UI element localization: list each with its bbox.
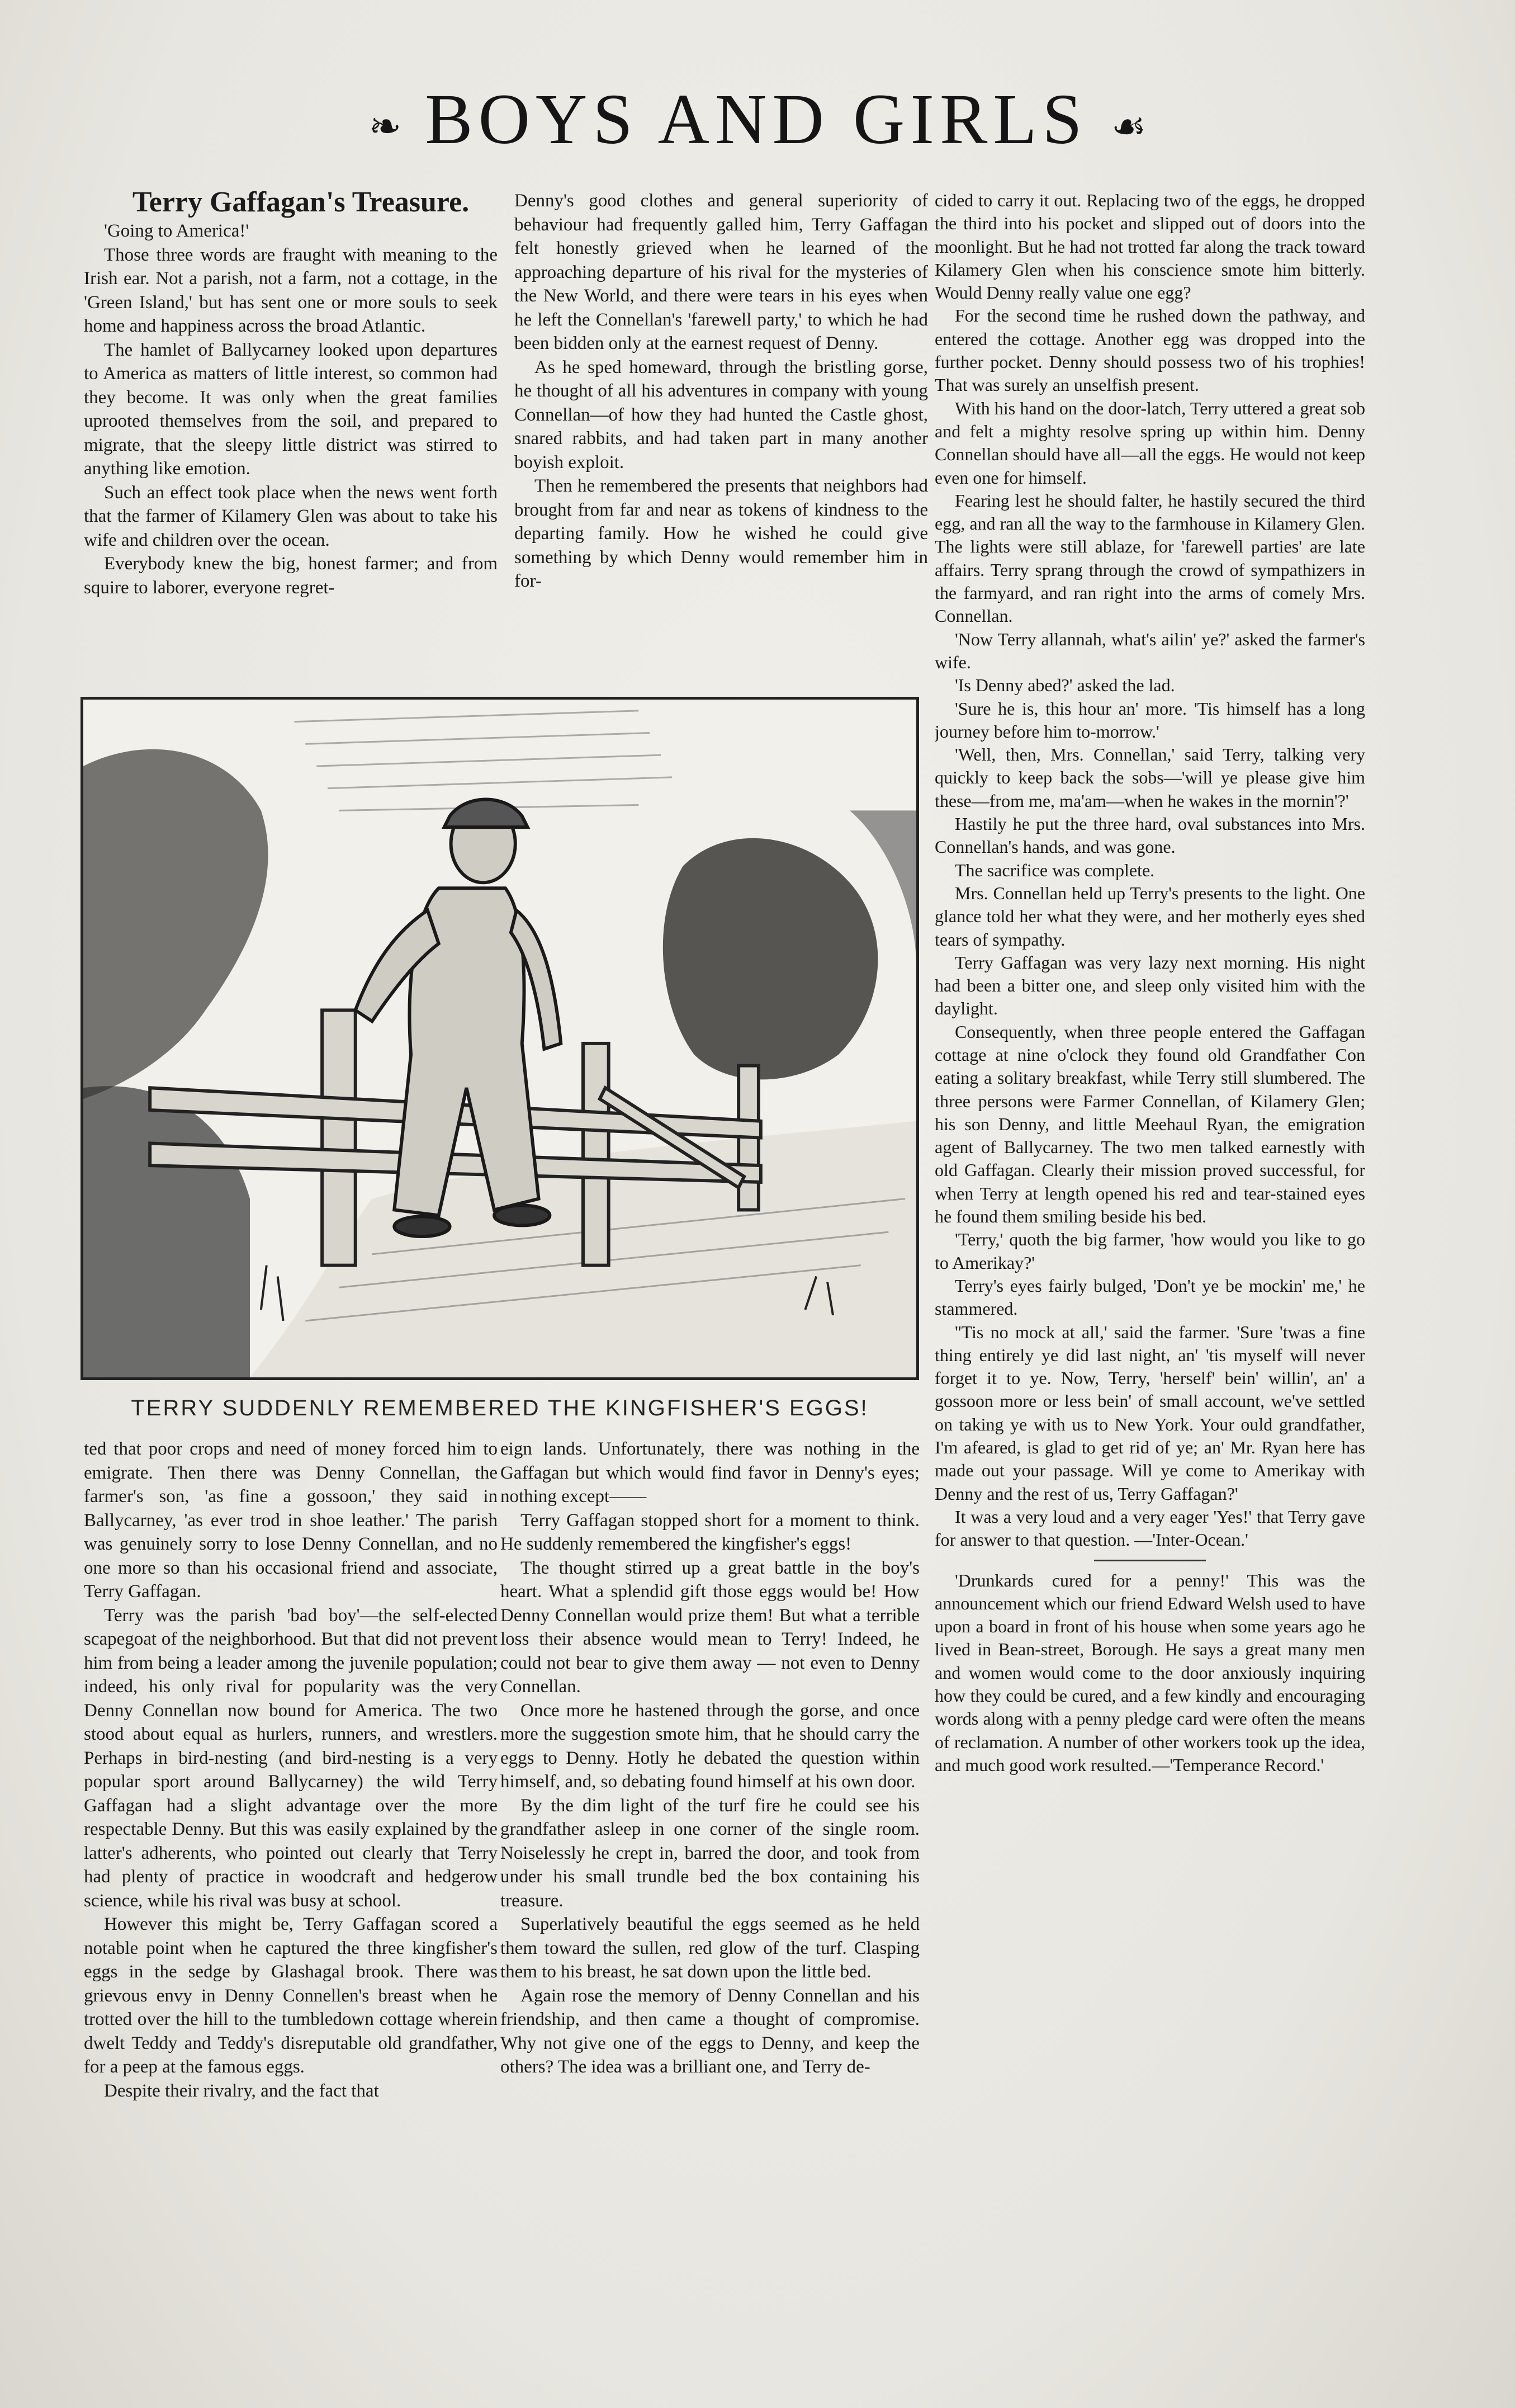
story-title: Terry Gaffagan's Treasure. (132, 186, 470, 218)
paragraph: cided to carry it out. Replacing two of the eggs, he dropped the third into his pocket and slipped out of doors into the moonlight. But he had not trotted far along the track toward Kilamery Glen when his conscience smote him bitterly. Would Denny really value one egg? (935, 190, 1365, 303)
paragraph: 'Terry,' quoth the big farmer, 'how would you like to go to Amerikay?' (935, 1229, 1365, 1273)
column-1-bottom (84, 1437, 498, 2231)
paragraph: Once more he hastened through the gorse, and once more the suggestion smote him, that he should carry the eggs to Denny. Hotly he debated the question within himself, and, so debating found himself at his own door. (500, 1700, 920, 1792)
paragraph: eign lands. Unfortunately, there was nothing in the Gaffagan but which would find favor in Denny's eyes; nothing except—— (500, 1439, 920, 1507)
boy-at-fence-illustration (83, 700, 916, 1377)
column-2-top (514, 189, 928, 683)
paragraph: 'Going to America!' (104, 221, 249, 241)
column-3 (935, 189, 1365, 2258)
paragraph: Terry Gaffagan was very lazy next morning. His night had been a bitter one, and sleep only visited him with the daylight. (935, 952, 1365, 1019)
section-title: BOYS AND GIRLS (425, 79, 1088, 159)
paragraph: Terry's eyes fairly bulged, 'Don't ye be mockin' me,' he stammered. (935, 1275, 1365, 1319)
paragraph: Fearing lest he should falter, he hastily secured the third egg, and ran all the way to the farmhouse in Kilamery Glen. The lights were still ablaze, for 'farewell parties' are late affairs. Terry sprang through the crowd of sympathizers in the farmyard, and ran right into the arms of comely Mrs. Connellan. (935, 490, 1365, 626)
paragraph: The hamlet of Ballycarney looked upon departures to America as matters of little interest, so common had they become. It was only when the great families uprooted themselves from the soil, and prepared to migrate, that the sleepy little district was stirred to anything like emotion. (84, 339, 498, 479)
column-1-top (84, 186, 498, 683)
paragraph: Consequently, when three people entered the Gaffagan cottage at nine o'clock they found old Grandfather Con eating a solitary breakfast, while Terry still slumbered. The three persons were Farmer Connellan, of Kilamery Glen; his son Denny, and little Meehaul Ryan, the emigration agent of Ballycarney. The two men talked earnestly with old Gaffagan. Clearly their mission proved successful, for when Terry at length opened his red and tear-stained eyes he found them smiling beside his bed. (935, 1021, 1365, 1227)
paragraph: Hastily he put the three hard, oval substances into Mrs. Connellan's hands, and was gone. (935, 814, 1365, 857)
paragraph: Such an effect took place when the news went forth that the farmer of Kilamery Glen was about to take his wife and children over the ocean. (84, 482, 498, 550)
paragraph: 'Now Terry allannah, what's ailin' ye?' asked the farmer's wife. (935, 629, 1365, 672)
paragraph: Then he remembered the presents that neighbors had brought from far and near as tokens of kindness to the departing family. How he wished he could give something by which Denny would remember him in for- (514, 476, 928, 591)
paragraph: The sacrifice was complete. (955, 860, 1155, 880)
paragraph: Again rose the memory of Denny Connellan and his friendship, and then came a thought of compromise. Why not give one of the eggs to Denny, and keep the others? The idea was a brilliant one, and Terry de- (500, 1985, 920, 2077)
paragraph: Those three words are fraught with meaning to the Irish ear. Not a parish, not a farm, not a cottage, in the 'Green Island,' but has sent one or more souls to seek home and happiness across the broad Atlantic. (84, 244, 498, 336)
illustration-caption: TERRY SUDDENLY REMEMBERED THE KINGFISHER'S EGGS! (131, 1396, 869, 1420)
paragraph: Terry was the parish 'bad boy'—the self-elected scapegoat of the neighborhood. But that did not prevent him from being a leader among the juvenile population; indeed, his only rival for popularity was the very Denny Connellan now bound for America. The two stood about equal as hurlers, runners, and wrestlers. Perhaps in bird-nesting (and bird-nesting is a very popular sport around Ballycarney) the wild Terry Gaffagan had a slight advantage over the more respectable Denny. But this was easily explained by the latter's adherents, who pointed out clearly that Terry had plenty of practice in woodcraft and hedgerow science, while his rival was busy at school. (84, 1605, 498, 1911)
paragraph: With his hand on the door-latch, Terry uttered a great sob and felt a mighty resolve spring up within him. Denny Connellan should have all—all the eggs. He would not keep even one for himself. (935, 398, 1365, 488)
right-ornament-icon: ☙ (1111, 106, 1147, 149)
paragraph: Everybody knew the big, honest farmer; and from squire to laborer, everyone regret- (84, 554, 498, 598)
left-ornament-icon: ❧ (368, 106, 402, 149)
section-header (0, 78, 1515, 160)
paragraph: By the dim light of the turf fire he could see his grandfather asleep in one corner of the single room. Noiselessly he crept in, barred the door, and took from under his small trundle bed the box containing his treasure. (500, 1795, 920, 1911)
paragraph: Mrs. Connellan held up Terry's presents to the light. One glance told her what they were, and her motherly eyes shed tears of sympathy. (935, 882, 1365, 950)
paragraph: Denny's good clothes and general superiority of behaviour had frequently galled him, Terry Gaffagan felt honestly grieved when he learned of the approaching departure of his rival for the mysteries of the New World, and there were tears in his eyes when he left the Connellan's 'farewell party,' to which he had been bidden only at the earnest request of Denny. (514, 191, 928, 353)
paragraph: 'Well, then, Mrs. Connellan,' said Terry, talking very quickly to keep back the sobs—'will ye please give him these—from me, ma'am—when he wakes in the mornin'?' (935, 744, 1365, 811)
temperance-paragraph: 'Drunkards cured for a penny!' This was the announcement which our friend Edward Welsh used to have upon a board in front of his house when some years ago he lived in Bean-street, Borough. He says a great many men and women would come to the door anxiously inquiring how they could be cured, and a few kindly and encouraging words along with a penny pledge card were often the means of reclamation. A number of other workers took up the idea, and much good work resulted.—'Temperance Record.' (935, 1570, 1365, 1775)
paragraph: Terry Gaffagan stopped short for a moment to think. He suddenly remembered the kingfisher's eggs! (500, 1510, 920, 1554)
paragraph: The thought stirred up a great battle in the boy's heart. What a splendid gift those eggs would be! How Denny Connellan would prize them! But what a terrible loss their absence would mean to Terry! Indeed, he could not bear to give them away — not even to Denny Connellan. (500, 1557, 920, 1697)
paragraph: ted that poor crops and need of money forced him to emigrate. Then there was Denny Connellan, the farmer's son, 'as fine a gossoon,' they said in Ballycarney, 'as ever trod in shoe leather.' The parish was genuinely sorry to lose Denny Connellan, and no one more so than his occasional friend and associate, Terry Gaffagan. (84, 1439, 498, 1602)
paragraph: 'Sure he is, this hour an' more. 'Tis himself has a long journey before him to-morrow.' (935, 698, 1365, 742)
paragraph: Superlatively beautiful the eggs seemed as he held them toward the sullen, red glow of the turf. Clasping them to his breast, he sat down upon the little bed. (500, 1914, 920, 1982)
divider-rule (1094, 1560, 1206, 1561)
paragraph: ''Tis no mock at all,' said the farmer. 'Sure 'twas a fine thing entirely ye did last night, an' 'tis myself will never forget it to ye. Now, Terry, 'herself' bein' willin', an' a gossoon more or less bein' of small account, we've settled on taking ye with us to New York. Your ould grandfather, I'm afeared, is glad to get rid of ye; an' Mr. Ryan here has made out your passage. Will ye come to Amerikay with Denny and the rest of us, Terry Gaffagan?' (935, 1321, 1365, 1504)
paragraph: As he sped homeward, through the bristling gorse, he thought of all his adventures in company with young Connellan—of how they had hunted the Castle ghost, snared rabbits, and had taken part in many another boyish exploit. (514, 357, 928, 473)
paragraph: 'Is Denny abed?' asked the lad. (955, 675, 1175, 696)
column-2-bottom (500, 1437, 920, 2231)
paragraph: Despite their rivalry, and the fact that (104, 2080, 379, 2101)
paragraph: For the second time he rushed down the pathway, and entered the cottage. Another egg was dropped into the further pocket. Denny should possess two of his trophies! That was surely an unselfish present. (935, 305, 1365, 395)
illustration (81, 697, 919, 1380)
paragraph: It was a very loud and a very eager 'Yes!' that Terry gave for answer to that question. —'Inter-Ocean.' (935, 1506, 1365, 1550)
paragraph: However this might be, Terry Gaffagan scored a notable point when he captured the three kingfisher's eggs in the sedge by Glashagal brook. There was grievous envy in Denny Connellen's breast when he trotted over the hill to the tumbledown cottage wherein dwelt Teddy and Teddy's disreputable old grandfather, for a peep at the famous eggs. (84, 1914, 498, 2077)
